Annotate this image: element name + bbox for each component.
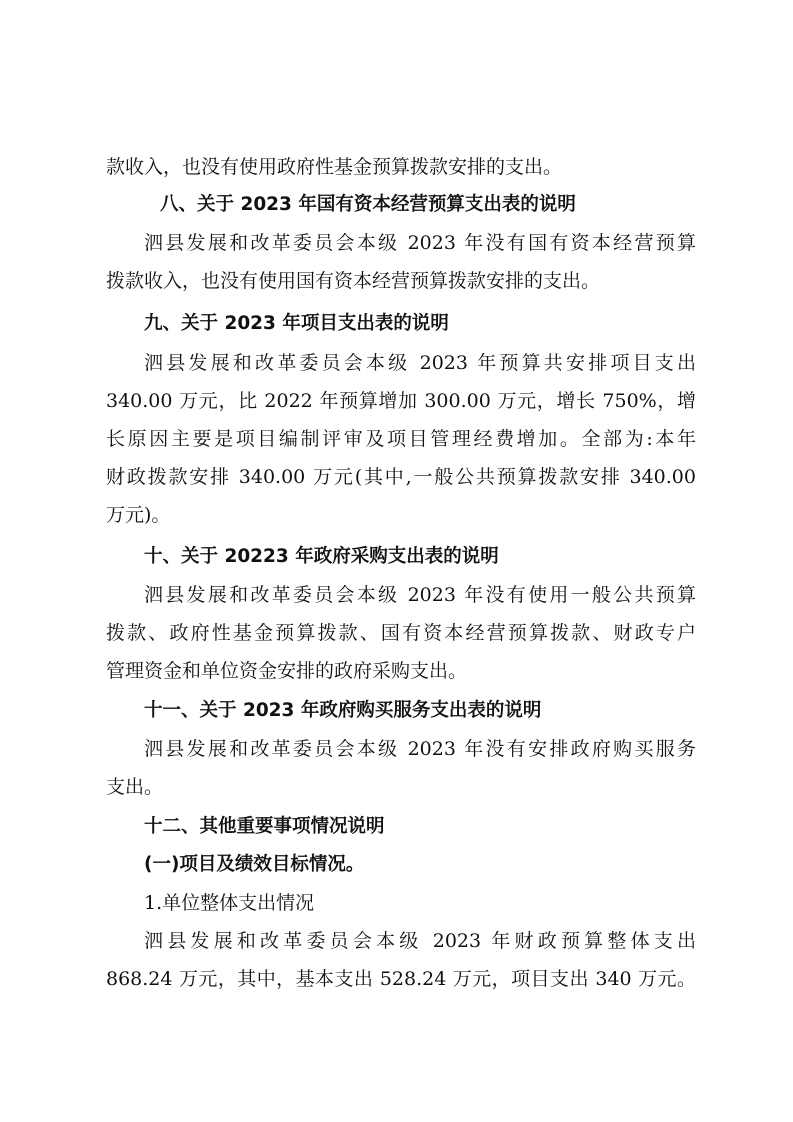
paragraph-line: 财政拨款安排 340.00 万元(其中,一般公共预算拨款安排 340.00: [106, 466, 696, 488]
paragraph-line: 长原因主要是项目编制评审及项目管理经费增加。全部为:本年: [106, 428, 696, 450]
section-heading-12: 十二、其他重要事项情况说明: [144, 816, 385, 837]
paragraph-line: 340.00 万元，比 2022 年预算增加 300.00 万元，增长 750%，增: [106, 390, 696, 412]
paragraph-line: 支出。: [106, 776, 164, 798]
paragraph-line: 万元)。: [106, 504, 171, 526]
section-heading-8: 八、关于 2023 年国有资本经营预算支出表的说明: [160, 194, 576, 215]
paragraph-line: 泗县发展和改革委员会本级 2023 年没有国有资本经营预算: [144, 232, 696, 254]
section-heading-11: 十一、关于 2023 年政府购买服务支出表的说明: [144, 700, 542, 721]
paragraph-line: 泗县发展和改革委员会本级 2023 年没有安排政府购买服务: [144, 738, 696, 760]
paragraph-line: 868.24 万元，其中，基本支出 528.24 万元，项目支出 340 万元。: [106, 968, 696, 990]
paragraph-line: 泗县发展和改革委员会本级 2023 年预算共安排项目支出: [144, 352, 696, 374]
item-heading: 1.单位整体支出情况: [144, 892, 315, 914]
paragraph-line: 管理资金和单位资金安排的政府采购支出。: [106, 660, 468, 682]
subsection-heading: (一)项目及绩效目标情况。: [144, 854, 365, 875]
paragraph-line: 泗县发展和改革委员会本级 2023 年财政预算整体支出: [144, 930, 696, 952]
paragraph-line: 拨款、政府性基金预算拨款、国有资本经营预算拨款、财政专户: [106, 622, 696, 644]
paragraph-line: 拨款收入，也没有使用国有资本经营预算拨款安排的支出。: [106, 270, 601, 292]
section-heading-9: 九、关于 2023 年项目支出表的说明: [144, 313, 449, 334]
paragraph-line: 泗县发展和改革委员会本级 2023 年没有使用一般公共预算: [144, 584, 696, 606]
paragraph-line: 款收入，也没有使用政府性基金预算拨款安排的支出。: [106, 156, 563, 178]
section-heading-10: 十、关于 20223 年政府采购支出表的说明: [144, 546, 499, 567]
